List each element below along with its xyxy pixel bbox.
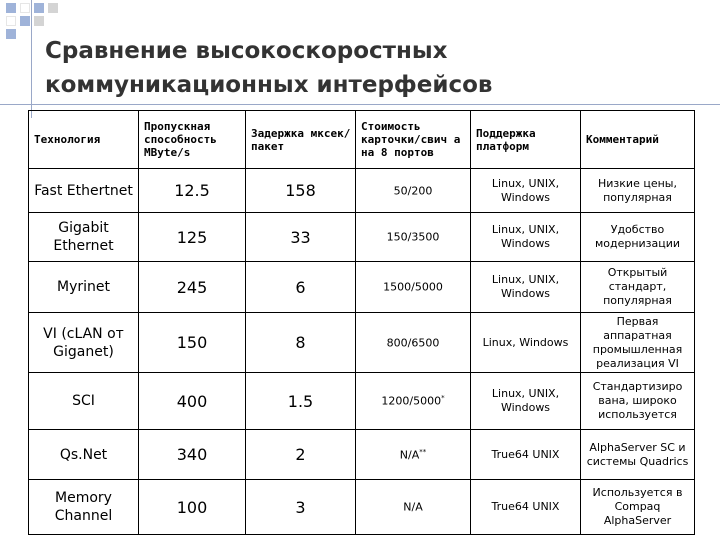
- cell-bandwidth: 100: [139, 480, 246, 535]
- cell-bandwidth: 125: [139, 213, 246, 262]
- table-row: [29, 262, 695, 313]
- page-title: [45, 34, 685, 102]
- cell-latency: 2: [246, 430, 356, 480]
- header-cost: Стоимость карточки/свич а на 8 портов: [356, 111, 471, 169]
- cost-footnote-mark: **: [419, 447, 427, 456]
- table-row: [29, 373, 695, 430]
- cell-platforms: Linux, UNIX, Windows: [471, 373, 581, 430]
- cell-cost: [356, 313, 471, 373]
- cell-platforms: Linux, UNIX, Windows: [471, 262, 581, 313]
- cell-bandwidth: 245: [139, 262, 246, 313]
- cell-technology: Memory Channel: [29, 480, 139, 535]
- cell-cost: [356, 262, 471, 313]
- cell-cost: [356, 430, 471, 480]
- table-row: [29, 169, 695, 213]
- cell-latency: 158: [246, 169, 356, 213]
- header-comment: Комментарий: [581, 111, 695, 169]
- cell-bandwidth: 12.5: [139, 169, 246, 213]
- decor-vertical-line: [31, 0, 32, 118]
- cost-footnote-mark: *: [441, 394, 445, 403]
- cell-platforms: True64 UNIX: [471, 430, 581, 480]
- decor-square: [34, 16, 44, 26]
- decor-square: [6, 16, 16, 26]
- cell-platforms: Linux, Windows: [471, 313, 581, 373]
- cell-cost: [356, 373, 471, 430]
- cost-value: 50/200: [393, 184, 433, 198]
- cell-platforms: Linux, UNIX, Windows: [471, 213, 581, 262]
- cell-technology: Gigabit Ethernet: [29, 213, 139, 262]
- cell-comment: Используется в Compaq AlphaServer: [581, 480, 695, 535]
- table-row: [29, 430, 695, 480]
- cell-comment: AlphaServer SC и системы Quadrics: [581, 430, 695, 480]
- cell-latency: 3: [246, 480, 356, 535]
- cell-comment: Первая аппаратная промышленная реализация VI: [581, 313, 695, 373]
- table-row: [29, 313, 695, 373]
- cost-value: 1500/5000: [383, 280, 443, 294]
- decor-square: [20, 3, 30, 13]
- cell-comment: Открытый стандарт, популярная: [581, 262, 695, 313]
- title-line-1: Сравнение высокоскоростных: [45, 38, 448, 64]
- cell-technology: VI (cLAN от Giganet): [29, 313, 139, 373]
- cell-technology: Fast Ethertnet: [29, 169, 139, 213]
- cost-value: N/A: [399, 448, 420, 462]
- header-latency: Задержка мксек/пакет: [246, 111, 356, 169]
- decor-square: [20, 16, 30, 26]
- comparison-table: [28, 110, 695, 535]
- cell-latency: 1.5: [246, 373, 356, 430]
- cell-platforms: True64 UNIX: [471, 480, 581, 535]
- cell-technology: SCI: [29, 373, 139, 430]
- cell-technology: Myrinet: [29, 262, 139, 313]
- cell-comment: Стандартизиро вана, широко используется: [581, 373, 695, 430]
- cell-bandwidth: 340: [139, 430, 246, 480]
- header-technology: Технология: [29, 111, 139, 169]
- table-header-row: [29, 111, 695, 169]
- cell-latency: 6: [246, 262, 356, 313]
- header-bandwidth: Пропускная способность MByte/s: [139, 111, 246, 169]
- cost-value: N/A: [403, 500, 423, 514]
- cell-latency: 33: [246, 213, 356, 262]
- cost-value: 1200/5000: [381, 394, 442, 408]
- cell-latency: 8: [246, 313, 356, 373]
- title-line-2: коммуникационных интерфейсов: [45, 72, 493, 98]
- cell-cost: [356, 480, 471, 535]
- cost-value: 800/6500: [386, 336, 440, 350]
- cell-bandwidth: 150: [139, 313, 246, 373]
- decor-square: [34, 3, 44, 13]
- cell-comment: Удобство модернизации: [581, 213, 695, 262]
- cell-technology: Qs.Net: [29, 430, 139, 480]
- decor-square: [48, 3, 58, 13]
- cell-bandwidth: 400: [139, 373, 246, 430]
- decor-horizontal-line: [0, 104, 720, 105]
- decor-square: [6, 3, 16, 13]
- cell-cost: [356, 213, 471, 262]
- decor-square: [6, 29, 16, 39]
- header-platforms: Поддержка платформ: [471, 111, 581, 169]
- table-row: [29, 213, 695, 262]
- cell-platforms: Linux, UNIX, Windows: [471, 169, 581, 213]
- table-row: [29, 480, 695, 535]
- cell-comment: Низкие цены, популярная: [581, 169, 695, 213]
- cell-cost: [356, 169, 471, 213]
- cost-value: 150/3500: [386, 230, 440, 244]
